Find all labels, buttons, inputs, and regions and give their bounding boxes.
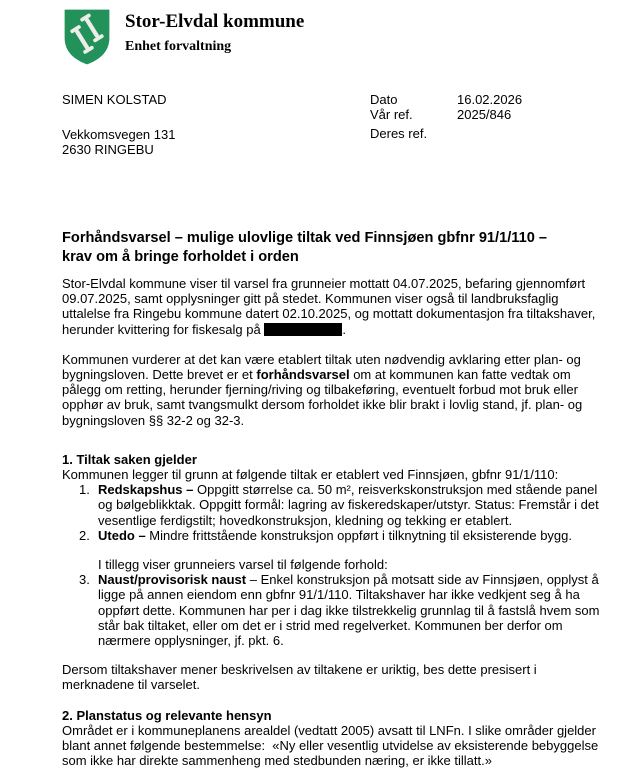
our-ref-value: 2025/846: [457, 107, 512, 123]
text-segment: om at kommunen kan fatte vedtak om pålegg om retting, herunder fjerning/riving og tilbakeføring, eventuelt forbud mot bruk eller opphør av bruk, samt tvangsmulkt dersom forholdet ikke blir brakt i lovlig stand, jf. plan- og bygningsloven §§ 32-2 og 32-3.: [62, 367, 586, 428]
text-segment: – Enkel konstruksjon på motsatt side av Finnsjøen, opplyst å ligge på annen eiendom enn gbfnr 91/1/110. Tiltakshaver har ikke vedkjent seg å ha oppført dette. Kommunen har per i dag ikke tilstrekkelig grunnlag til å fastslå hvem som står bak tiltaket, eller om det er i strid med regelverket. Kommunen ber derfor om nærmere opplysninger, jf. pkt. 6.: [98, 572, 604, 649]
bold-text-segment: Naust/provisorisk naust: [98, 572, 247, 588]
list-interstitial-note: [62, 557, 610, 572]
reference-block: [370, 92, 605, 142]
text-segment: Mindre frittstående konstruksjon oppført i tilknytning til eksisterende bygg.: [149, 527, 572, 543]
text-segment: I tillegg viser grunneiers varsel til følgende forhold:: [98, 557, 388, 573]
section-1-intro: [62, 467, 610, 482]
advance-warning-paragraph: [62, 352, 610, 428]
bold-text-segment: Redskapshus –: [98, 482, 197, 498]
redaction-box: [264, 323, 342, 336]
letter-body: [62, 276, 610, 768]
text-segment: .: [342, 321, 346, 337]
recipient-street: Vekkomsvegen 131: [62, 127, 176, 143]
bold-text-segment: Utedo –: [98, 527, 150, 543]
text-segment: Området er i kommuneplanens arealdel (vedtatt 2005) avsatt til LNFn. I slike områder gjelder blant annet følgende bestemmelse: «Ny eller vesentlig utvidelse av eksisterende bebyggelse som ikke har direkte sammenheng med stedbunden næring, er ikke tillatt.»: [62, 722, 602, 769]
organization-unit: Enhet forvaltning: [125, 39, 232, 54]
bold-text-segment: forhåndsvarsel: [256, 367, 350, 383]
text-segment: Stor-Elvdal kommune viser til varsel fra grunneier mottatt 04.07.2025, befaring gjennomført 09.07.2025, samt opplysninger gitt på stedet. Kommunen viser også til landbruksfaglig uttalelse fra Ringebu kommune datert 02.10.2025, og mottatt dokumentasjon fra tiltakshaver, herunder kvittering for fiskesalg på: [62, 276, 599, 337]
text-segment: Kommunen vurderer at det kan være etablert tiltak uten nødvendig avklaring etter plan- og bygningsloven. Dette brevet er et: [62, 351, 585, 383]
list-item-utedo: [62, 528, 610, 543]
correction-request-paragraph: [62, 662, 610, 692]
organization-name: Stor-Elvdal kommune: [125, 11, 305, 32]
date-row: [370, 92, 605, 107]
letter-title-line-1: Forhåndsvarsel – mulige ulovlige tiltak ved Finnsjøen gbfnr 91/1/110 –: [62, 230, 547, 246]
intro-paragraph: [62, 276, 610, 337]
section-2-heading: 2. Planstatus og relevante hensyn: [62, 707, 272, 723]
section-1-heading: 1. Tiltak saken gjelder: [62, 451, 197, 467]
list-item-redskapshus: [62, 482, 610, 528]
recipient-name: SIMEN KOLSTAD: [62, 92, 167, 107]
text-segment: Oppgitt størrelse ca. 50 m², reisverkskonstruksjon med stående panel og bølgeblikktak. Oppgitt formål: lagring av fiskeredskaper/utstyr. Status: Fremstår i det vesentlige ferdigstilt; hovedkonstruksjon, kledning og tekking er etablert.: [98, 482, 603, 528]
recipient-postal: 2630 RINGEBU: [62, 142, 154, 158]
list-item-number: 3.: [79, 572, 90, 588]
recipient-block: [62, 92, 175, 158]
your-ref-label: Deres ref.: [370, 126, 428, 142]
letter-title: [62, 229, 614, 267]
text-segment: Kommunen legger til grunn at følgende tiltak er etablert ved Finnsjøen, gbfnr 91/1/110:: [62, 467, 559, 483]
organization-text: [125, 8, 304, 55]
list-item-number: 1.: [79, 482, 90, 498]
municipal-coat-of-arms-icon: [62, 8, 112, 66]
date-value: 16.02.2026: [457, 92, 523, 107]
list-item-naust: [62, 572, 610, 648]
our-ref-row: [370, 107, 605, 122]
date-label: Dato: [370, 92, 398, 107]
list-item-number: 2.: [79, 527, 90, 543]
our-ref-label: Vår ref.: [370, 107, 413, 123]
your-ref-row: [370, 126, 605, 141]
section-2-paragraph: [62, 723, 610, 769]
letterhead: [62, 8, 304, 66]
text-segment: Dersom tiltakshaver mener beskrivelsen av tiltakene er uriktig, bes dette presisert i merknadene til varselet.: [62, 662, 541, 693]
letter-title-line-2: krav om å bringe forholdet i orden: [62, 249, 299, 265]
